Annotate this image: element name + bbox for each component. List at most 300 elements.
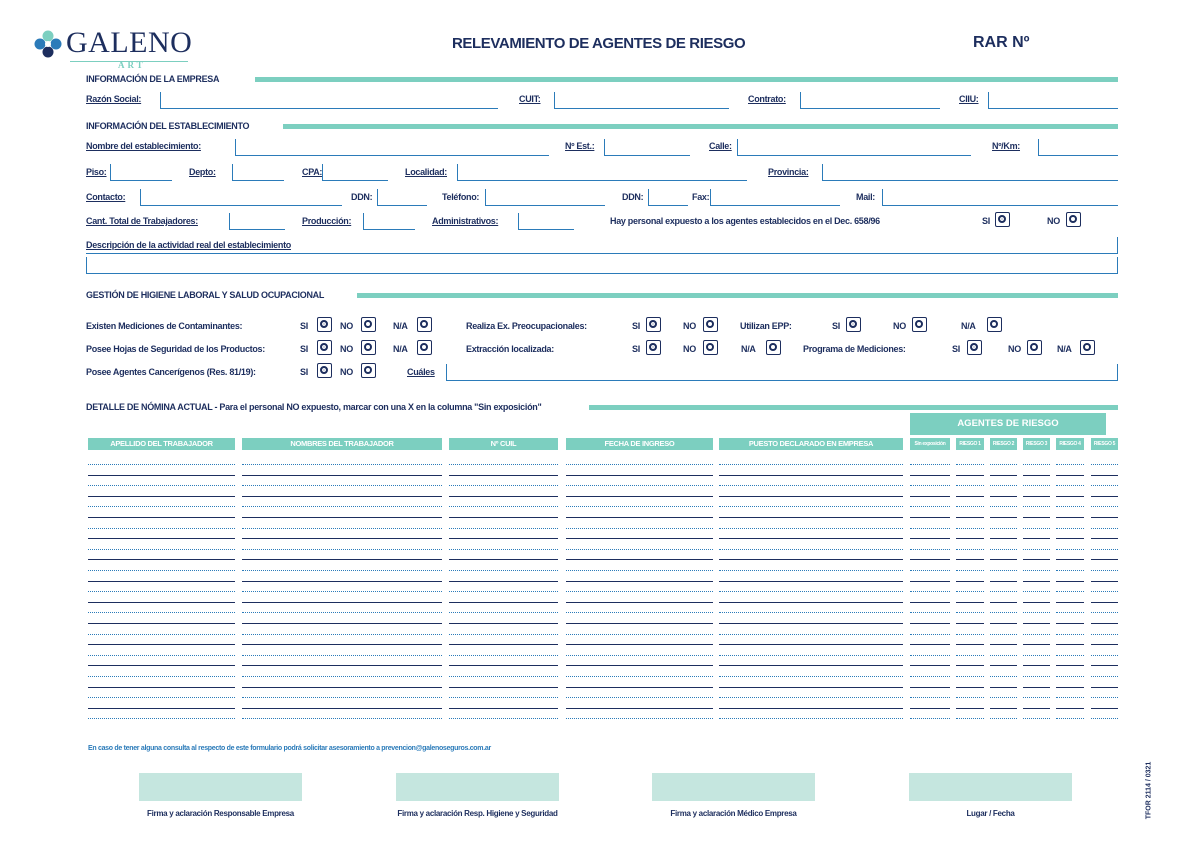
table-row-line: [719, 528, 903, 529]
table-row-line[interactable]: [1023, 559, 1050, 560]
table-row-line[interactable]: [956, 559, 984, 560]
table-row-line[interactable]: [242, 538, 442, 539]
piso-field[interactable]: [110, 164, 172, 181]
table-row-line[interactable]: [1056, 708, 1084, 709]
table-row-line: [566, 655, 713, 656]
telefono-label: Teléfono:: [442, 192, 480, 202]
q5-na-radio[interactable]: [766, 340, 781, 355]
telefono-field[interactable]: [485, 189, 605, 206]
table-row-line[interactable]: [719, 644, 903, 645]
table-row-line[interactable]: [719, 623, 903, 624]
signature-box-higiene[interactable]: [396, 773, 559, 801]
signature-box-lugar-fecha[interactable]: [909, 773, 1072, 801]
table-row-line[interactable]: [1023, 538, 1050, 539]
table-row-line[interactable]: [910, 602, 950, 603]
table-row-line[interactable]: [449, 496, 558, 497]
table-row-line[interactable]: [1056, 623, 1084, 624]
table-row-line[interactable]: [88, 665, 235, 666]
table-row-line[interactable]: [449, 602, 558, 603]
table-row-line[interactable]: [1023, 665, 1050, 666]
table-row-line: [1023, 528, 1050, 529]
table-row-line[interactable]: [449, 687, 558, 688]
table-row-line[interactable]: [1056, 475, 1084, 476]
cpa-label: CPA:: [302, 167, 323, 177]
table-row-line: [242, 528, 442, 529]
table-row-line[interactable]: [1091, 538, 1118, 539]
table-row-line[interactable]: [1091, 708, 1118, 709]
table-row-line[interactable]: [1091, 496, 1118, 497]
table-row-line: [1091, 485, 1118, 486]
q1-si-radio[interactable]: [317, 317, 332, 332]
table-row-line: [566, 485, 713, 486]
table-row-line[interactable]: [449, 538, 558, 539]
table-row-line[interactable]: [956, 581, 984, 582]
table-row-line[interactable]: [910, 687, 950, 688]
table-row-line: [566, 612, 713, 613]
table-row-line: [956, 634, 984, 635]
table-row-line: [1056, 570, 1084, 571]
programa-mediciones-label: Programa de Mediciones:: [803, 344, 906, 354]
nro-km-field[interactable]: [1038, 139, 1118, 156]
table-row-line: [88, 570, 235, 571]
table-row-line[interactable]: [1023, 496, 1050, 497]
table-row-line[interactable]: [1023, 581, 1050, 582]
table-row-line[interactable]: [1091, 602, 1118, 603]
table-row-line: [88, 591, 235, 592]
expuesto-si-label: SI: [982, 216, 990, 226]
table-row-line: [449, 464, 558, 465]
cpa-field[interactable]: [322, 164, 388, 181]
table-row-line[interactable]: [1023, 687, 1050, 688]
nro-est-label: Nº Est.:: [565, 141, 595, 151]
page-title: RELEVAMIENTO DE AGENTES DE RIESGO: [452, 35, 746, 52]
table-row-line: [910, 697, 950, 698]
table-row-line[interactable]: [242, 644, 442, 645]
table-row-line[interactable]: [566, 581, 713, 582]
agentes-riesgo-header: AGENTES DE RIESGO: [910, 413, 1106, 435]
q2-si-radio[interactable]: [317, 340, 332, 355]
table-row-line: [719, 697, 903, 698]
table-row-line: [449, 549, 558, 550]
table-row-line: [990, 655, 1017, 656]
q6-no-radio[interactable]: [912, 317, 927, 332]
table-row-line: [88, 485, 235, 486]
q3-no-radio[interactable]: [361, 363, 376, 378]
table-row-line[interactable]: [1056, 581, 1084, 582]
form-code: TFOR 2114 / 0321: [1145, 761, 1153, 820]
q4-si-label: SI: [632, 321, 640, 331]
table-row-line[interactable]: [88, 602, 235, 603]
table-row-line: [1056, 485, 1084, 486]
ciiu-field[interactable]: [988, 92, 1118, 109]
table-row-line: [910, 634, 950, 635]
table-row-line[interactable]: [990, 538, 1017, 539]
table-row-line[interactable]: [242, 602, 442, 603]
table-row-line[interactable]: [990, 665, 1017, 666]
table-row-line: [242, 506, 442, 507]
table-row-line[interactable]: [1023, 517, 1050, 518]
table-row-line: [566, 464, 713, 465]
contrato-label: Contrato:: [748, 94, 786, 104]
table-row-line[interactable]: [88, 708, 235, 709]
table-row-line[interactable]: [1023, 475, 1050, 476]
table-row-line: [449, 697, 558, 698]
table-row-line[interactable]: [910, 708, 950, 709]
table-row-line[interactable]: [449, 665, 558, 666]
table-row-line[interactable]: [88, 538, 235, 539]
table-row-line[interactable]: [1023, 644, 1050, 645]
table-row-line[interactable]: [88, 559, 235, 560]
nomina-column-header: FECHA DE INGRESO: [566, 438, 713, 450]
table-row-line[interactable]: [910, 517, 950, 518]
q5-no-label: NO: [683, 344, 696, 354]
table-row-line[interactable]: [88, 687, 235, 688]
razon-social-field[interactable]: [160, 92, 498, 109]
q2-na-radio[interactable]: [417, 340, 432, 355]
q6-na-radio[interactable]: [987, 317, 1002, 332]
table-row-line: [956, 676, 984, 677]
table-row-line[interactable]: [956, 623, 984, 624]
table-row-line: [719, 634, 903, 635]
table-row-line: [719, 549, 903, 550]
table-row-line[interactable]: [449, 581, 558, 582]
table-row-line: [956, 718, 984, 719]
administrativos-field[interactable]: [518, 213, 574, 230]
table-row-line[interactable]: [566, 559, 713, 560]
table-row-line[interactable]: [910, 538, 950, 539]
table-row-line: [1091, 528, 1118, 529]
table-row-line: [242, 697, 442, 698]
table-row-line[interactable]: [242, 559, 442, 560]
table-row-line[interactable]: [88, 644, 235, 645]
table-row-line: [990, 612, 1017, 613]
table-row-line[interactable]: [566, 687, 713, 688]
table-row-line[interactable]: [719, 538, 903, 539]
table-row-line[interactable]: [990, 708, 1017, 709]
agent-column-header: RIESGO 4: [1056, 438, 1084, 450]
table-row-line[interactable]: [719, 559, 903, 560]
table-row-line[interactable]: [990, 644, 1017, 645]
cant-total-field[interactable]: [229, 213, 285, 230]
table-row-line: [990, 528, 1017, 529]
fax-field[interactable]: [710, 189, 840, 206]
table-row-line[interactable]: [956, 708, 984, 709]
table-row-line[interactable]: [910, 496, 950, 497]
table-row-line[interactable]: [88, 581, 235, 582]
table-row-line[interactable]: [1091, 475, 1118, 476]
localidad-label: Localidad:: [405, 167, 448, 177]
q1-na-label: N/A: [393, 321, 408, 331]
table-row-line[interactable]: [719, 475, 903, 476]
table-row-line[interactable]: [719, 602, 903, 603]
q2-no-radio[interactable]: [361, 340, 376, 355]
q1-no-radio[interactable]: [361, 317, 376, 332]
contacto-field[interactable]: [140, 189, 342, 206]
table-row-line[interactable]: [88, 496, 235, 497]
table-row-line[interactable]: [990, 517, 1017, 518]
table-row-line: [956, 591, 984, 592]
signature-label-higiene: Firma y aclaración Resp. Higiene y Seguridad: [397, 809, 558, 818]
table-row-line[interactable]: [1091, 665, 1118, 666]
table-row-line: [1023, 549, 1050, 550]
table-row-line: [1091, 506, 1118, 507]
table-row-line[interactable]: [1091, 623, 1118, 624]
table-row-line[interactable]: [990, 623, 1017, 624]
table-row-line: [449, 676, 558, 677]
table-row-line: [1091, 612, 1118, 613]
agent-column-header: RIESGO 2: [990, 438, 1017, 450]
cuales-field[interactable]: [446, 364, 1118, 381]
q3-si-radio[interactable]: [317, 363, 332, 378]
contacto-label: Contacto:: [86, 192, 126, 202]
depto-field[interactable]: [232, 164, 284, 181]
q7-no-label: NO: [1008, 344, 1021, 354]
table-row-line: [910, 549, 950, 550]
table-row-line: [1023, 718, 1050, 719]
table-row-line: [990, 570, 1017, 571]
table-row-line: [1023, 506, 1050, 507]
extraccion-localizada-label: Extracción localizada:: [466, 344, 554, 354]
table-row-line[interactable]: [1091, 644, 1118, 645]
table-row-line[interactable]: [956, 602, 984, 603]
table-row-line: [956, 485, 984, 486]
section-bar-empresa: [255, 77, 1118, 82]
table-row-line: [566, 697, 713, 698]
table-row-line[interactable]: [566, 475, 713, 476]
descripcion-underline: [86, 253, 1118, 254]
table-row-line: [88, 676, 235, 677]
q2-na-label: N/A: [393, 344, 408, 354]
table-row-line[interactable]: [719, 496, 903, 497]
table-row-line: [566, 570, 713, 571]
table-row-line: [566, 718, 713, 719]
table-row-line[interactable]: [956, 517, 984, 518]
table-row-line[interactable]: [566, 602, 713, 603]
descripcion-right-tick: [1117, 237, 1118, 254]
q4-no-radio[interactable]: [703, 317, 718, 332]
q7-no-radio[interactable]: [1027, 340, 1042, 355]
q3-si-label: SI: [300, 367, 308, 377]
table-row-line: [719, 718, 903, 719]
table-row-line[interactable]: [1056, 496, 1084, 497]
table-row-line[interactable]: [1091, 687, 1118, 688]
table-row-line[interactable]: [449, 559, 558, 560]
depto-label: Depto:: [189, 167, 216, 177]
ddn-field-2[interactable]: [648, 189, 688, 206]
table-row-line[interactable]: [449, 644, 558, 645]
ddn-label-2: DDN:: [622, 192, 644, 202]
table-row-line: [449, 570, 558, 571]
provincia-field[interactable]: [822, 164, 1118, 181]
table-row-line[interactable]: [566, 708, 713, 709]
nombre-establecimiento-field[interactable]: [235, 139, 549, 156]
table-row-line[interactable]: [449, 623, 558, 624]
table-row-line: [910, 718, 950, 719]
table-row-line[interactable]: [1056, 559, 1084, 560]
cuit-field[interactable]: [554, 92, 729, 109]
fax-label: Fax:: [692, 192, 710, 202]
table-row-line[interactable]: [990, 559, 1017, 560]
table-row-line[interactable]: [956, 496, 984, 497]
table-row-line[interactable]: [990, 687, 1017, 688]
q5-no-radio[interactable]: [703, 340, 718, 355]
contrato-field[interactable]: [800, 92, 940, 109]
table-row-line[interactable]: [566, 665, 713, 666]
table-row-line[interactable]: [88, 517, 235, 518]
ddn-field-1[interactable]: [377, 189, 427, 206]
table-row-line[interactable]: [242, 517, 442, 518]
table-row-line[interactable]: [956, 687, 984, 688]
signature-label-medico: Firma y aclaración Médico Empresa: [670, 809, 797, 818]
table-row-line[interactable]: [1023, 708, 1050, 709]
table-row-line[interactable]: [1056, 602, 1084, 603]
table-row-line[interactable]: [719, 687, 903, 688]
table-row-line[interactable]: [956, 665, 984, 666]
table-row-line[interactable]: [910, 623, 950, 624]
q1-si-label: SI: [300, 321, 308, 331]
table-row-line: [910, 485, 950, 486]
agentes-cancerigenos-label: Posee Agentes Cancerígenos (Res. 81/19):: [86, 367, 256, 377]
table-row-line[interactable]: [566, 538, 713, 539]
table-row-line: [566, 676, 713, 677]
table-row-line[interactable]: [242, 581, 442, 582]
table-row-line: [719, 506, 903, 507]
table-row-line[interactable]: [566, 517, 713, 518]
table-row-line[interactable]: [449, 475, 558, 476]
ciiu-label: CIIU:: [959, 94, 979, 104]
q7-si-radio[interactable]: [967, 340, 982, 355]
table-row-line: [956, 528, 984, 529]
table-row-line: [1091, 697, 1118, 698]
table-row-line[interactable]: [910, 665, 950, 666]
table-row-line[interactable]: [566, 644, 713, 645]
table-row-line: [88, 634, 235, 635]
localidad-field[interactable]: [457, 164, 747, 181]
table-row-line[interactable]: [88, 623, 235, 624]
table-row-line[interactable]: [449, 517, 558, 518]
table-row-line[interactable]: [910, 475, 950, 476]
expuesto-si-radio[interactable]: [995, 212, 1010, 227]
table-row-line[interactable]: [566, 496, 713, 497]
table-row-line[interactable]: [990, 602, 1017, 603]
table-row-line[interactable]: [242, 665, 442, 666]
table-row-line[interactable]: [1056, 665, 1084, 666]
table-row-line: [566, 549, 713, 550]
nomina-column-header: Nº CUIL: [449, 438, 558, 450]
table-row-line: [956, 464, 984, 465]
table-row-line[interactable]: [1091, 517, 1118, 518]
table-row-line: [910, 591, 950, 592]
table-row-line[interactable]: [719, 708, 903, 709]
table-row-line[interactable]: [990, 496, 1017, 497]
q1-na-radio[interactable]: [417, 317, 432, 332]
table-row-line: [1023, 697, 1050, 698]
table-row-line: [990, 718, 1017, 719]
table-row-line[interactable]: [242, 708, 442, 709]
provincia-label: Provincia:: [768, 167, 809, 177]
table-row-line: [242, 464, 442, 465]
signature-box-medico[interactable]: [652, 773, 815, 801]
table-row-line[interactable]: [719, 581, 903, 582]
table-row-line: [1056, 634, 1084, 635]
table-row-line: [1056, 718, 1084, 719]
table-row-line: [1023, 464, 1050, 465]
table-row-line: [719, 612, 903, 613]
table-row-line: [1056, 549, 1084, 550]
nro-est-field[interactable]: [604, 139, 690, 156]
table-row-line: [956, 506, 984, 507]
table-row-line[interactable]: [1056, 687, 1084, 688]
table-row-line[interactable]: [242, 475, 442, 476]
q6-si-radio[interactable]: [846, 317, 861, 332]
razon-social-label: Razón Social:: [86, 94, 142, 104]
q5-si-radio[interactable]: [646, 340, 661, 355]
mail-field[interactable]: [882, 189, 1118, 206]
table-row-line[interactable]: [1023, 623, 1050, 624]
expuesto-no-radio[interactable]: [1066, 212, 1081, 227]
table-row-line[interactable]: [1091, 559, 1118, 560]
section-bar-establecimiento: [283, 124, 1118, 129]
galeno-logo: [34, 26, 194, 70]
table-row-line: [1056, 655, 1084, 656]
table-row-line[interactable]: [719, 665, 903, 666]
table-row-line: [719, 570, 903, 571]
table-row-line: [1023, 591, 1050, 592]
table-row-line[interactable]: [1091, 581, 1118, 582]
table-row-line[interactable]: [88, 475, 235, 476]
table-row-line[interactable]: [1056, 644, 1084, 645]
signature-box-responsable[interactable]: [139, 773, 302, 801]
table-row-line: [242, 634, 442, 635]
q4-si-radio[interactable]: [646, 317, 661, 332]
q2-no-label: NO: [340, 344, 353, 354]
mediciones-contaminantes-label: Existen Mediciones de Contaminantes:: [86, 321, 243, 331]
table-row-line[interactable]: [956, 538, 984, 539]
table-row-line[interactable]: [1056, 538, 1084, 539]
table-row-line[interactable]: [990, 581, 1017, 582]
descripcion-field[interactable]: [86, 257, 1118, 274]
q3-no-label: NO: [340, 367, 353, 377]
table-row-line[interactable]: [1023, 602, 1050, 603]
q7-na-radio[interactable]: [1080, 340, 1095, 355]
table-row-line[interactable]: [242, 623, 442, 624]
table-row-line[interactable]: [719, 517, 903, 518]
table-row-line[interactable]: [566, 623, 713, 624]
table-row-line: [1091, 549, 1118, 550]
table-row-line[interactable]: [910, 644, 950, 645]
table-row-line: [242, 591, 442, 592]
table-row-line[interactable]: [910, 581, 950, 582]
q1-no-label: NO: [340, 321, 353, 331]
table-row-line: [566, 528, 713, 529]
table-row-line[interactable]: [956, 475, 984, 476]
table-row-line[interactable]: [1056, 517, 1084, 518]
calle-field[interactable]: [737, 139, 971, 156]
table-row-line[interactable]: [242, 687, 442, 688]
table-row-line[interactable]: [956, 644, 984, 645]
table-row-line: [1091, 634, 1118, 635]
table-row-line[interactable]: [449, 708, 558, 709]
table-row-line[interactable]: [242, 496, 442, 497]
logo-subtitle: ART: [118, 60, 146, 70]
calle-label: Calle:: [709, 141, 732, 151]
table-row-line: [566, 591, 713, 592]
agent-column-header: Sin exposición: [910, 438, 950, 450]
table-row-line[interactable]: [990, 475, 1017, 476]
table-row-line: [990, 464, 1017, 465]
table-row-line[interactable]: [910, 559, 950, 560]
produccion-field[interactable]: [363, 213, 415, 230]
